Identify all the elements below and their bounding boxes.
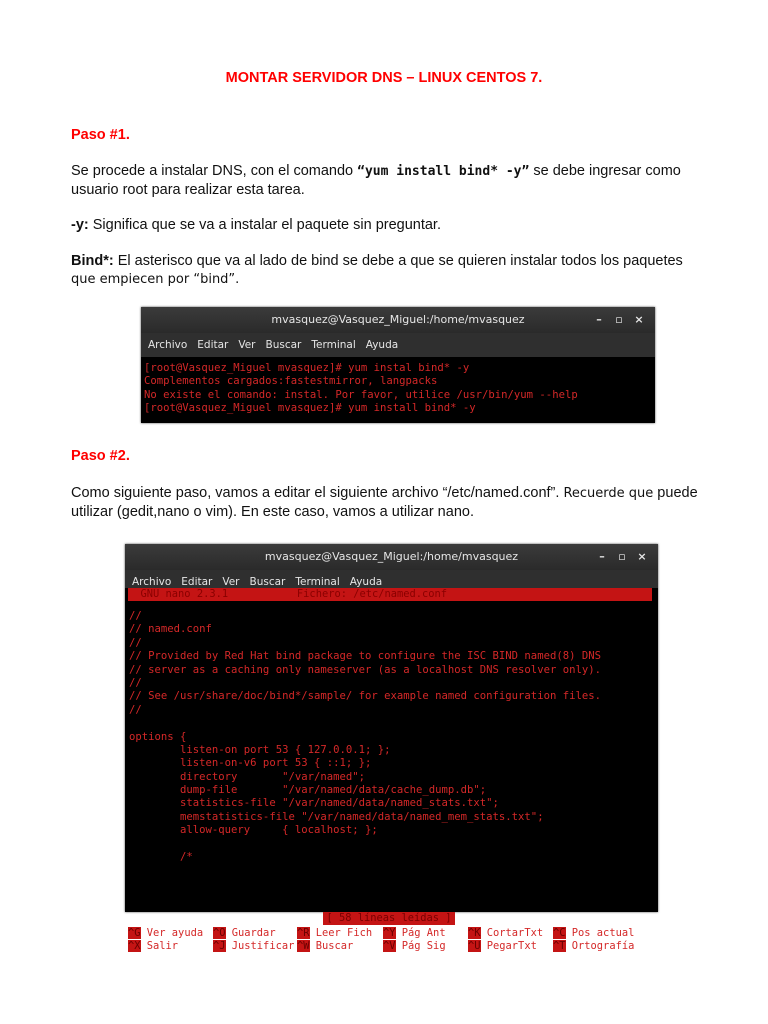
bind-paragraph [71, 252, 711, 289]
shortcut-key: ^J [213, 940, 226, 952]
terminal-output[interactable] [141, 359, 655, 423]
shortcut-label: Salir [146, 940, 179, 952]
maximize-icon[interactable]: ▫ [618, 550, 626, 563]
shortcut-key: ^K [468, 927, 481, 939]
terminal-line: Complementos cargados:fastestmirror, langpacks [144, 375, 438, 388]
flag-y-paragraph [71, 216, 711, 234]
nano-header [128, 588, 652, 601]
menu-ver[interactable]: Ver [222, 576, 240, 588]
shortcut-label: Ver ayuda [146, 927, 204, 939]
shortcut-label: Pág Sig [401, 940, 446, 952]
nano-line: // server as a caching only nameserver (as a localhost DNS resolver only). [129, 663, 601, 676]
terminal-window-2[interactable] [125, 544, 658, 952]
step-1-text-post: se debe ingresar como usuario root para realizar esta tarea. [71, 163, 681, 198]
nano-line: // See /usr/share/doc/bind*/sample/ for example named configuration files. [129, 690, 601, 703]
terminal-title: mvasquez@Vasquez_Miguel:/home/mvasquez [271, 313, 525, 326]
shortcut-key: ^Y [383, 927, 396, 939]
terminal-titlebar[interactable] [125, 544, 658, 570]
bind-label: Bind*: [71, 253, 114, 269]
terminal-titlebar[interactable] [141, 307, 655, 333]
shortcut-key: ^V [383, 940, 396, 952]
close-icon[interactable]: × [634, 313, 644, 326]
menu-terminal[interactable]: Terminal [311, 339, 356, 351]
shortcut-label: Pág Ant [401, 927, 446, 939]
nano-text-area[interactable] [125, 610, 658, 864]
menu-ayuda[interactable]: Ayuda [365, 339, 399, 351]
shortcut-label: CortarTxt [486, 927, 544, 939]
nano-shortcut[interactable] [553, 927, 634, 940]
nano-shortcut[interactable] [383, 927, 446, 940]
terminal-line: No existe el comando: instal. Por favor, utilice /usr/bin/yum --help [144, 388, 578, 401]
nano-line: /* [129, 851, 193, 864]
document-title: MONTAR SERVIDOR DNS – LINUX CENTOS 7. [225, 70, 543, 86]
nano-shortcut[interactable] [553, 940, 634, 953]
install-command: “yum install bind* -y” [357, 164, 530, 179]
step-2-paragraph [71, 484, 711, 521]
nano-line: allow-query { localhost; }; [129, 824, 378, 837]
shortcut-key: ^G [128, 927, 141, 939]
nano-line: directory "/var/named"; [129, 770, 365, 783]
bind-text-tail: que empiecen por “bind”. [71, 272, 240, 287]
step-1-heading: Paso #1. [71, 127, 130, 143]
shortcut-label: Pos actual [571, 927, 635, 939]
nano-line: // named.conf [129, 623, 212, 636]
nano-version: GNU nano 2.3.1 [128, 588, 229, 600]
shortcut-key: ^T [553, 940, 566, 952]
nano-editor[interactable] [125, 588, 658, 952]
shortcut-key: ^W [297, 940, 310, 952]
menu-ver[interactable]: Ver [238, 339, 256, 351]
nano-line: // [129, 636, 142, 649]
nano-line: options { [129, 730, 187, 743]
minimize-icon[interactable]: – [599, 550, 605, 563]
shortcut-label: Guardar [231, 927, 276, 939]
nano-shortcut[interactable] [297, 927, 372, 940]
shortcut-key: ^O [213, 927, 226, 939]
step-1-text-pre: Se procede a instalar DNS, con el comando [71, 163, 358, 179]
step-2-heading: Paso #2. [71, 448, 130, 464]
nano-shortcut[interactable] [128, 927, 203, 940]
maximize-icon[interactable]: ▫ [615, 313, 623, 326]
step-2-text-alt: Recuerde que [563, 486, 654, 501]
shortcut-key: ^X [128, 940, 141, 952]
menu-editar[interactable]: Editar [181, 576, 213, 588]
nano-line [125, 717, 658, 730]
nano-status-bar: [ 58 líneas leídas ] [323, 912, 455, 925]
minimize-icon[interactable]: – [596, 313, 602, 326]
step-2-text-post: puede utilizar (gedit,nano o vim). En este caso, vamos a utilizar nano. [71, 485, 698, 520]
flag-y-label: -y: [71, 217, 89, 233]
step-1-paragraph [71, 162, 711, 199]
shortcut-key: ^R [297, 927, 310, 939]
menu-buscar[interactable]: Buscar [249, 576, 286, 588]
bind-text: El asterisco que va al lado de bind se debe a que se quieren instalar todos los paquetes [113, 253, 683, 269]
nano-shortcut[interactable] [213, 940, 294, 953]
nano-line: // [129, 676, 142, 689]
nano-line: statistics-file "/var/named/data/named_stats.txt"; [129, 797, 499, 810]
shortcut-key: ^U [468, 940, 481, 952]
shortcut-key: ^C [553, 927, 566, 939]
menu-terminal[interactable]: Terminal [295, 576, 340, 588]
shortcut-label: Leer Fich [315, 927, 373, 939]
nano-line [125, 838, 658, 851]
nano-line: listen-on port 53 { 127.0.0.1; }; [129, 743, 391, 756]
nano-shortcut[interactable] [297, 940, 353, 953]
nano-line: memstatistics-file "/var/named/data/named_mem_stats.txt"; [129, 810, 544, 823]
nano-line: // Provided by Red Hat bind package to configure the ISC BIND named(8) DNS [129, 650, 601, 663]
nano-line: listen-on-v6 port 53 { ::1; }; [129, 757, 372, 770]
shortcut-label: Justificar [231, 940, 295, 952]
menu-archivo[interactable]: Archivo [132, 576, 172, 588]
shortcut-label: PegarTxt [486, 940, 537, 952]
terminal-title: mvasquez@Vasquez_Miguel:/home/mvasquez [264, 550, 519, 563]
nano-line: // [129, 610, 142, 622]
close-icon[interactable]: × [637, 550, 647, 563]
nano-shortcut[interactable] [383, 940, 446, 953]
flag-y-text: Significa que se va a instalar el paquete sin preguntar. [88, 217, 441, 233]
nano-shortcut[interactable] [468, 927, 543, 940]
terminal-window-1[interactable] [141, 307, 655, 423]
menu-buscar[interactable]: Buscar [265, 339, 302, 351]
menu-ayuda[interactable]: Ayuda [349, 576, 383, 588]
nano-line: // [129, 703, 142, 716]
nano-line: dump-file "/var/named/data/cache_dump.db"; [129, 784, 487, 797]
step-2-text-pre: Como siguiente paso, vamos a editar el siguiente archivo “/etc/named.conf”. [71, 485, 564, 501]
terminal-line: [root@Vasquez_Miguel mvasquez]# yum install bind* -y [144, 402, 476, 415]
terminal-menubar [141, 333, 655, 357]
nano-filename: Fichero: /etc/named.conf [296, 588, 448, 600]
nano-shortcut[interactable] [468, 940, 537, 953]
nano-shortcut[interactable] [128, 940, 178, 953]
shortcut-label: Buscar [315, 940, 354, 952]
shortcut-label: Ortografía [571, 940, 635, 952]
terminal-line: [root@Vasquez_Miguel mvasquez]# yum instal bind* -y [144, 362, 470, 374]
nano-shortcut[interactable] [213, 927, 276, 940]
menu-archivo[interactable]: Archivo [148, 339, 188, 351]
menu-editar[interactable]: Editar [197, 339, 229, 351]
